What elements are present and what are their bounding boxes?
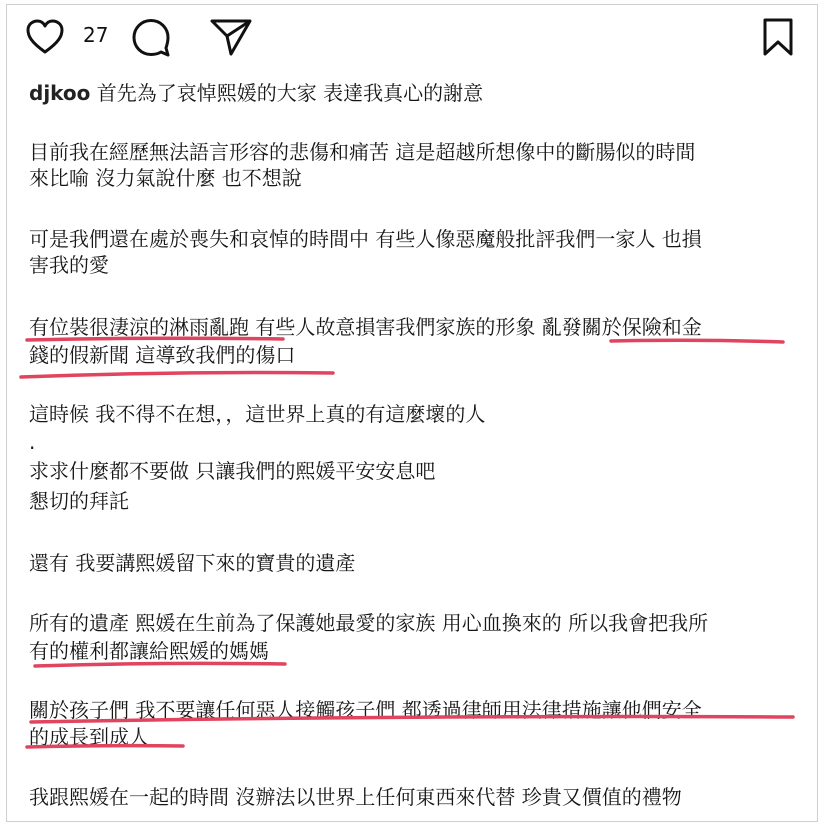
caption-line: 害我的愛 xyxy=(29,253,109,277)
caption-line: 還有 我要講熙媛留下來的寶貴的遺產 xyxy=(29,551,356,575)
username-link[interactable]: djkoo xyxy=(29,81,91,105)
underline-mark xyxy=(21,373,333,378)
comment-button[interactable] xyxy=(128,14,174,60)
caption-line: . xyxy=(29,430,36,454)
like-count: 27 xyxy=(83,23,109,47)
underline-mark xyxy=(611,340,783,342)
save-button[interactable] xyxy=(756,14,800,60)
caption-line xyxy=(29,81,483,105)
caption-line: 來比喻 沒力氣說什麼 也不想說 xyxy=(29,166,302,190)
caption-line: 求求什麼都不要做 只讓我們的熙媛平安安息吧 xyxy=(29,459,436,483)
caption-line: 這時候 我不得不在想，，這世界上真的有這麼壞的人 xyxy=(29,402,486,426)
caption-line: 目前我在經歷無法語言形容的悲傷和痛苦 這是超越所想像中的斷腸似的時間 xyxy=(29,140,696,164)
caption-line: 有的權利都讓給熙媛的媽媽 xyxy=(29,639,269,663)
caption-line: 懇切的拜託 xyxy=(29,489,129,513)
heart-icon xyxy=(25,18,65,56)
share-button[interactable] xyxy=(208,14,254,60)
like-button[interactable] xyxy=(23,15,67,59)
underline-mark xyxy=(35,663,285,666)
post-action-bar xyxy=(7,5,817,65)
caption-line: 我跟熙媛在一起的時間 沒辦法以世界上任何東西來代替 珍貴又價值的禮物 xyxy=(29,785,682,809)
comment-icon xyxy=(130,16,172,58)
caption-line: 錢的假新聞 這導致我們的傷口 xyxy=(29,343,296,367)
caption-line: 可是我們還在處於喪失和哀悼的時間中 有些人像惡魔般批評我們一家人 也損 xyxy=(29,227,702,251)
caption-text: 首先為了哀悼熙媛的大家 表達我真心的謝意 xyxy=(96,81,484,105)
caption-line: 有位裝很淒涼的淋雨亂跑 有些人故意損害我們家族的形象 亂發關於保險和金 xyxy=(29,315,702,339)
bookmark-icon xyxy=(760,16,796,58)
post-panel xyxy=(6,4,818,822)
caption-line: 的成長到成人 xyxy=(29,725,149,749)
share-icon xyxy=(209,16,253,58)
caption-line: 關於孩子們 我不要讓任何惡人接觸孩子們 都透過律師用法律措施讓他們安全 xyxy=(29,698,702,722)
caption-line: 所有的遺產 熙媛在生前為了保護她最愛的家族 用心血換來的 所以我會把我所 xyxy=(29,611,709,635)
